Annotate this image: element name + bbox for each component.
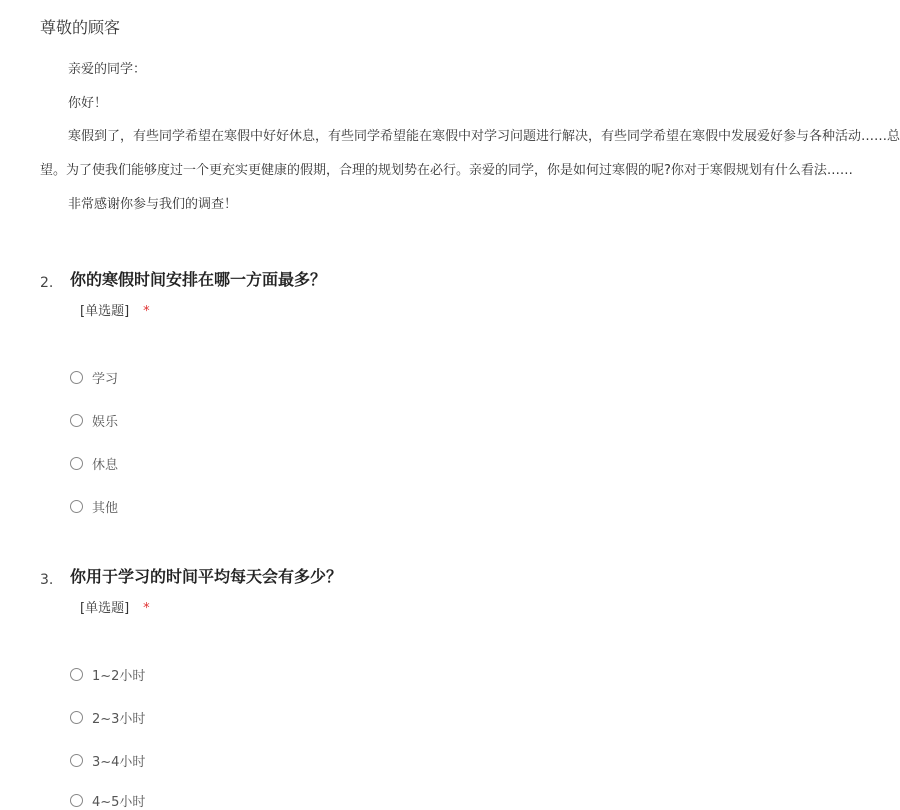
question-title: 你的寒假时间安排在哪一方面最多？	[70, 270, 327, 289]
question-type	[80, 597, 150, 616]
required-mark: *	[143, 601, 150, 616]
radio-icon[interactable]	[70, 754, 83, 767]
radio-icon[interactable]	[70, 414, 83, 427]
option-rest[interactable]	[70, 453, 118, 473]
option-3-4-hours[interactable]	[70, 750, 145, 770]
question-title: 你用于学习的时间平均每天会有多少？	[70, 567, 343, 586]
radio-icon[interactable]	[70, 371, 83, 384]
option-label: 休息	[92, 457, 119, 473]
option-entertainment[interactable]	[70, 410, 118, 430]
question-type	[80, 300, 150, 319]
intro-body-line-2: 望。为了使我们能够度过一个更充实更健康的假期，合理的规划势在必行。亲爱的同学，你是如何过寒假的呢?你对于寒假规划有什么看法……	[40, 163, 853, 178]
option-4-5-hours[interactable]	[70, 790, 145, 810]
question-type-label: [单选题]	[80, 601, 130, 616]
question-number: 2.	[40, 275, 54, 291]
option-label: 其他	[92, 500, 119, 516]
radio-icon[interactable]	[70, 668, 83, 681]
intro-salutation: 亲爱的同学：	[68, 62, 147, 77]
option-label: 娱乐	[92, 414, 119, 430]
question-type-label: [单选题]	[80, 304, 130, 319]
intro-hello: 你好！	[68, 96, 108, 111]
option-label: 1~2小时	[92, 668, 146, 684]
option-label: 4~5小时	[92, 794, 146, 810]
page-title: 尊敬的顾客	[40, 18, 121, 37]
option-label: 学习	[92, 371, 119, 387]
radio-icon[interactable]	[70, 711, 83, 724]
intro-thanks: 非常感谢你参与我们的调查！	[68, 197, 238, 212]
option-label: 3~4小时	[92, 754, 146, 770]
option-1-2-hours[interactable]	[70, 664, 145, 684]
option-2-3-hours[interactable]	[70, 707, 145, 727]
option-study[interactable]	[70, 367, 118, 387]
required-mark: *	[143, 304, 150, 319]
radio-icon[interactable]	[70, 457, 83, 470]
radio-icon[interactable]	[70, 794, 83, 807]
question-number: 3.	[40, 572, 54, 588]
radio-icon[interactable]	[70, 500, 83, 513]
option-other[interactable]	[70, 496, 118, 516]
intro-body-line-1: 寒假到了，有些同学希望在寒假中好好休息，有些同学希望能在寒假中对学习问题进行解决，有些同学希望在寒假中发展爱好参与各种活动……总	[68, 129, 900, 144]
option-label: 2~3小时	[92, 711, 146, 727]
